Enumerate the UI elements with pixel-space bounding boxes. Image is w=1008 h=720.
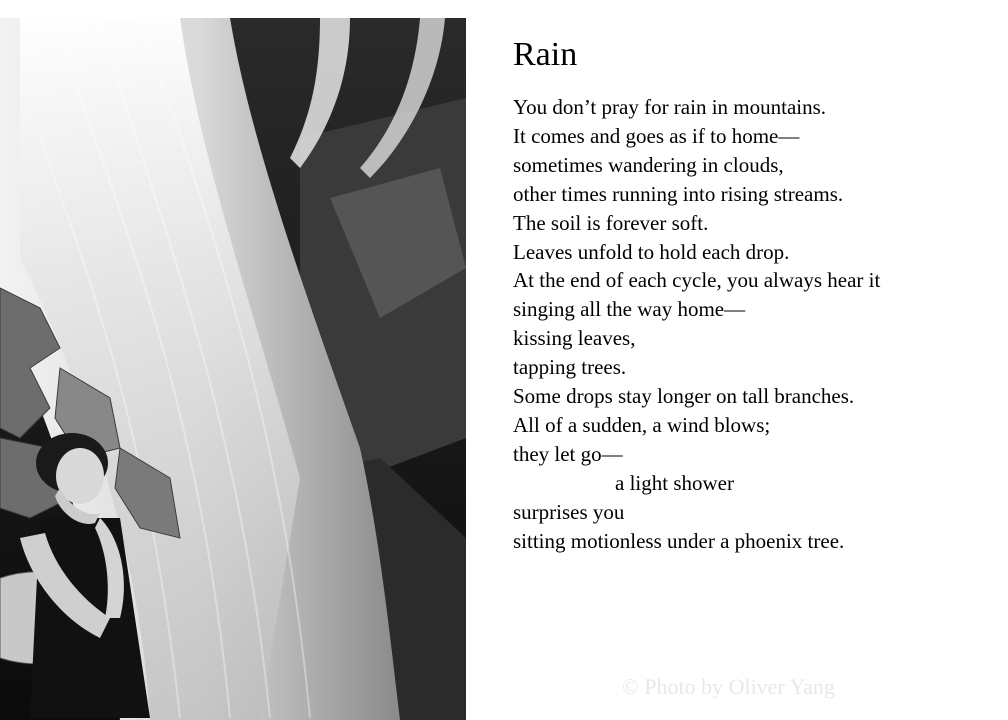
poem-line: surprises you: [513, 499, 625, 524]
waterfall-photo: [0, 18, 466, 720]
poem-line: singing all the way home—: [513, 297, 746, 322]
poem-body: [513, 93, 993, 556]
waterfall-photo-illustration: [0, 18, 466, 720]
poem-line: All of a sudden, a wind blows;: [513, 412, 771, 437]
poem-line: tapping trees.: [513, 355, 627, 380]
poem-line: At the end of each cycle, you always hear it: [513, 268, 881, 293]
photo-credit: © Photo by Oliver Yang: [622, 674, 835, 699]
poem-line: sitting motionless under a phoenix tree.: [513, 528, 845, 553]
poem-line: It comes and goes as if to home—: [513, 123, 800, 148]
poem-line: other times running into rising streams.: [513, 181, 844, 206]
poem-line: The soil is forever soft.: [513, 210, 709, 235]
poem-line: Leaves unfold to hold each drop.: [513, 239, 790, 264]
poem: [513, 34, 993, 556]
poem-title: Rain: [513, 36, 578, 73]
poem-line-indented: a light shower: [615, 470, 734, 495]
poem-line: sometimes wandering in clouds,: [513, 152, 784, 177]
poem-line: kissing leaves,: [513, 326, 636, 351]
poem-line: Some drops stay longer on tall branches.: [513, 384, 855, 409]
poem-line: You don’t pray for rain in mountains.: [513, 95, 827, 119]
poem-line: they let go—: [513, 441, 623, 466]
